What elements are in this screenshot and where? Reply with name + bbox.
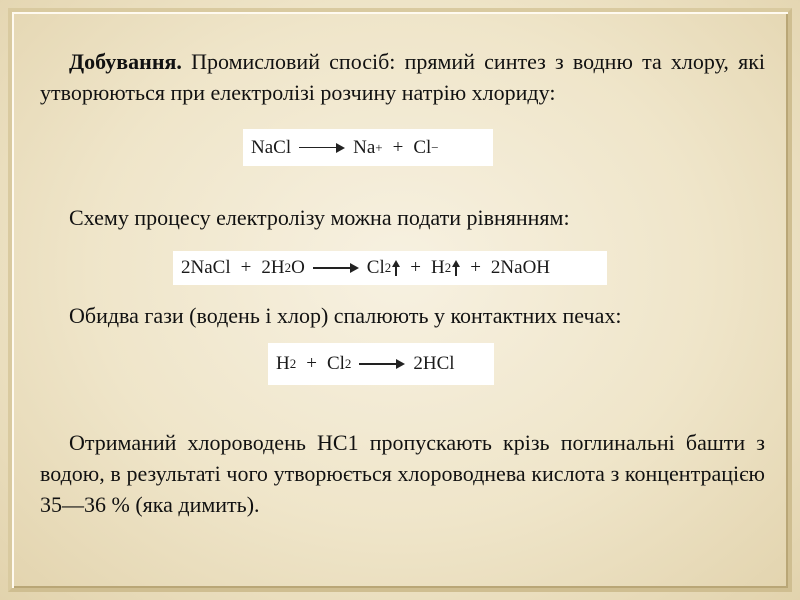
eq1-product-na: Na xyxy=(353,136,376,158)
eq2-p1: Cl xyxy=(366,257,385,278)
equation-electrolysis xyxy=(173,251,607,285)
paragraph-hydrochloric-acid xyxy=(40,427,765,520)
eq1-reactant: NaCl xyxy=(251,136,292,158)
eq3-r2-sub: 2 xyxy=(344,356,352,371)
equation-nacl-dissociation xyxy=(243,129,493,166)
paragraph-electrolysis-scheme xyxy=(40,202,765,233)
reaction-arrow-icon xyxy=(313,263,359,273)
acid-text: Отриманий хлороводень НС1 пропускають крізь поглинальні башти з водою, в результаті чого утворюється хлороводнева кислота з концентрацією 35—36 % (яка димить). xyxy=(40,430,765,517)
production-text: Промисловий спосіб: прямий синтез з водню та хлору, які утворюються при електролізі розчину натрію хлориду: xyxy=(40,49,765,105)
eq2-plus2: + xyxy=(410,257,421,278)
eq2-r2-sub: 2 xyxy=(284,260,292,275)
reaction-arrow-icon xyxy=(299,143,345,153)
eq2-p2-sub: 2 xyxy=(444,260,452,275)
eq3-r1-sub: 2 xyxy=(289,356,297,371)
eq2-p3: 2NaOH xyxy=(490,257,551,278)
combustion-text: Обидва гази (водень і хлор) спалюють у контактних печах: xyxy=(69,303,622,328)
eq3-plus: + xyxy=(306,353,317,374)
eq2-r2-end: O xyxy=(291,257,305,278)
eq1-product-cl: Cl xyxy=(413,136,432,158)
gas-arrow-up-icon xyxy=(392,260,400,276)
reaction-arrow-icon xyxy=(359,359,405,369)
eq2-r2: 2H xyxy=(261,257,285,278)
paragraph-combustion xyxy=(40,300,765,331)
gas-arrow-up-icon xyxy=(452,260,460,276)
electrolysis-text: Схему процесу електролізу можна подати рівнянням: xyxy=(69,205,570,230)
eq3-r2: Cl xyxy=(326,353,345,374)
production-heading: Добування. xyxy=(69,49,182,74)
equation-hcl-synthesis xyxy=(268,343,494,385)
paragraph-production xyxy=(40,46,765,108)
eq2-plus1: + xyxy=(240,257,252,278)
eq1-cl-charge: − xyxy=(431,139,439,155)
eq1-plus: + xyxy=(392,136,404,158)
eq2-plus3: + xyxy=(470,257,481,278)
eq1-na-charge: + xyxy=(375,139,383,155)
eq3-product: 2HCl xyxy=(413,353,455,374)
eq3-r1: H xyxy=(276,353,290,374)
eq2-p2: H xyxy=(430,257,445,278)
eq2-r1: 2NaCl xyxy=(181,257,231,278)
eq2-p1-sub: 2 xyxy=(384,260,392,275)
